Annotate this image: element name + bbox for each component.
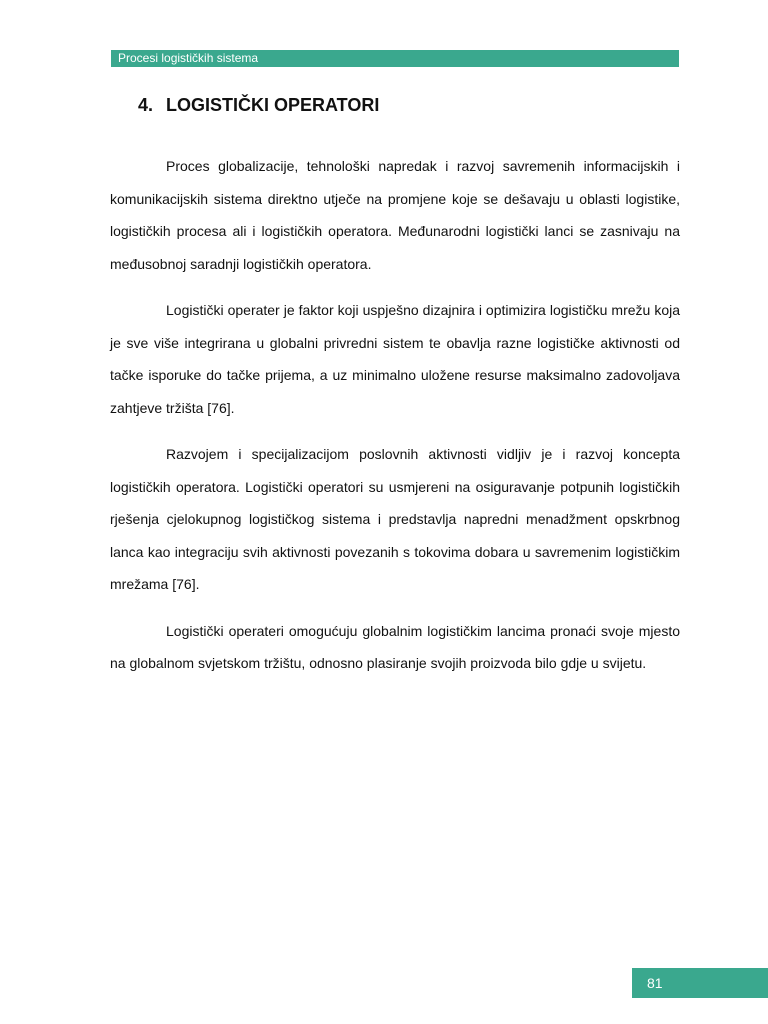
paragraph-4: Logistički operateri omogućuju globalnim logističkim lancima pronaći svoje mjesto na globalnom svjetskom tržištu, odnosno plasiranje svojih proizvoda bilo gdje u svijetu. (110, 622, 680, 671)
running-header (111, 50, 679, 67)
chapter-title-text: LOGISTIČKI OPERATORI (166, 95, 380, 115)
page-number-badge (632, 968, 768, 998)
paragraph-3: Razvojem i specijalizacijom poslovnih aktivnosti vidljiv je i razvoj koncepta logističkih operatora. Logistički operatori su usmjereni na osiguravanje potpunih logističkih rješenja cjelokupnog logističkog sistema i predstavlja napredni menadžment opskrbnog lanca kao integraciju svih aktivnosti povezanih s tokovima dobara u savremenim logističkim mrežama [76]. (110, 446, 680, 592)
paragraph-2: Logistički operater je faktor koji uspješno dizajnira i optimizira logističku mrežu koja je sve više integrirana u globalni privredni sistem te obavlja razne logističke aktivnosti od tačke isporuke do tačke prijema, a uz minimalno uložene resurse maksimalno zadovoljava zahtjeve tržišta [76]. (110, 302, 680, 416)
paragraph-1: Proces globalizacije, tehnološki napredak i razvoj savremenih informacijskih i komunikacijskih sistema direktno utječe na promjene koje se dešavaju u oblasti logistike, logističkih procesa ali i logističkih operatora. Međunarodni logistički lanci se zasnivaju na međusobnoj saradnji logističkih operatora. (110, 158, 680, 272)
running-header-title: Procesi logističkih sistema (118, 51, 259, 65)
chapter-heading (138, 94, 379, 116)
chapter-number: 4. (138, 95, 154, 115)
page-number: 81 (647, 975, 663, 991)
body-text (110, 150, 680, 694)
